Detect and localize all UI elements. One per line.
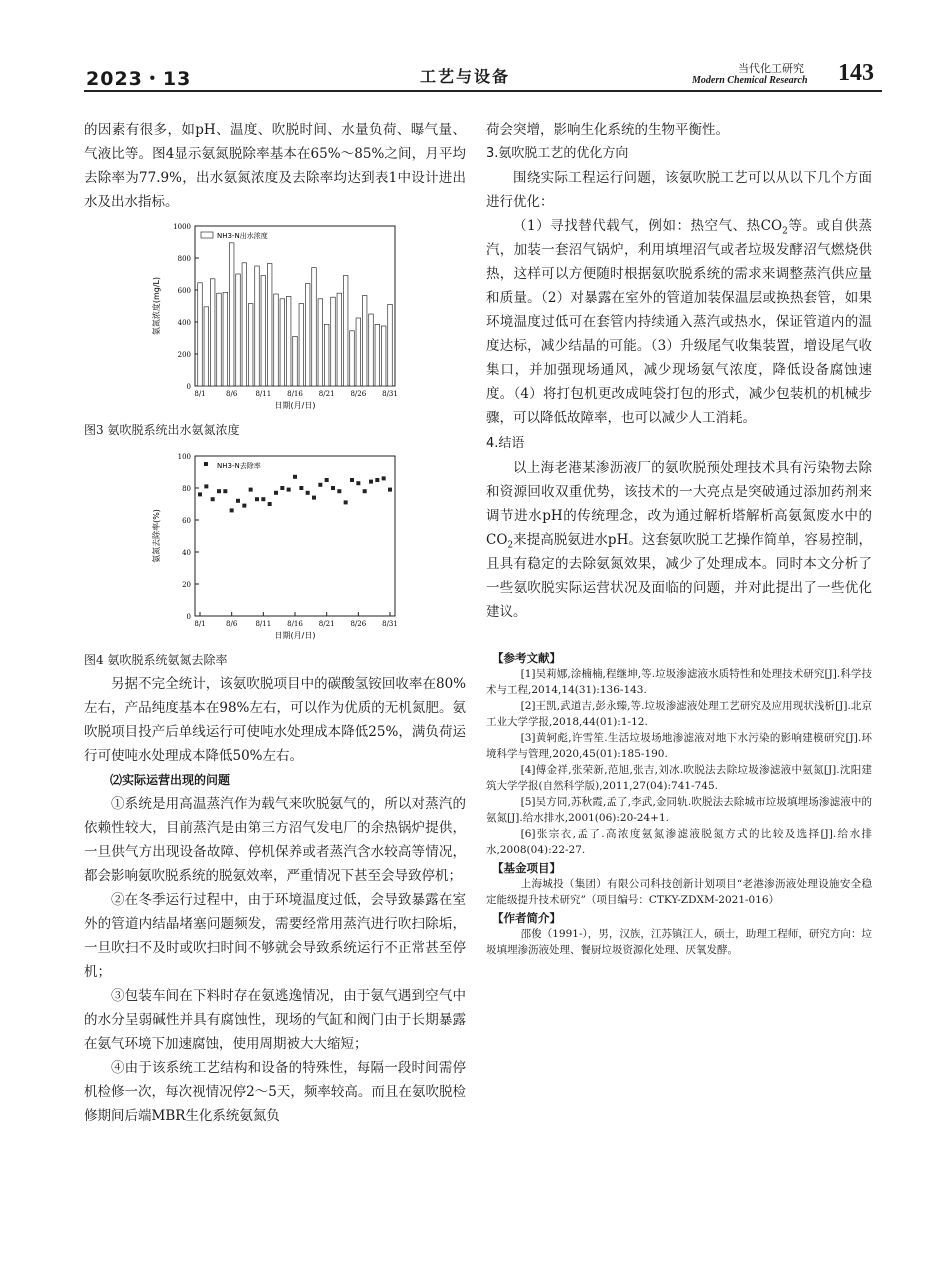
data-point <box>204 484 208 488</box>
bar <box>280 299 285 386</box>
data-point <box>198 492 202 496</box>
subheading-problems: ⑵实际运营出现的问题 <box>110 773 231 787</box>
problem-item-3: ③包装车间在下料时存在氨逃逸情况，由于氨气遇到空气中的水分呈弱碱性并具有腐蚀性，现场的气缸和阀门由于长期暴露在氨气环境下加速腐蚀，使用周期被大大缩短； <box>84 988 466 1052</box>
data-point <box>299 486 303 490</box>
data-point <box>293 475 297 479</box>
bar <box>242 263 247 386</box>
heading-optimization: 3.氨吹脱工艺的优化方向 <box>486 146 629 161</box>
data-point <box>223 489 227 493</box>
bar <box>337 293 342 386</box>
page-number: 143 <box>838 60 874 86</box>
bar <box>198 283 203 386</box>
data-point <box>356 481 360 485</box>
legend-label: NH3-N去除率 <box>217 462 261 470</box>
x-tick-label: 8/21 <box>318 390 335 398</box>
figure-4-caption: 图4 氨吹脱系统氨氮去除率 <box>84 653 228 667</box>
data-point <box>268 502 272 506</box>
y-tick-label: 80 <box>182 485 191 493</box>
y-tick-label: 1000 <box>173 223 191 231</box>
reference-item: [2]王凯,武道吉,彭永臻,等.垃圾渗滤液处理工艺研究及应用现状浅析[J].北京工业大学学报,2018,44(01):1-12. <box>486 700 872 728</box>
section-title: 工艺与设备 <box>420 67 511 86</box>
author-heading: 【作者简介】 <box>492 911 561 925</box>
figure-3-chart <box>145 218 405 418</box>
legend-swatch <box>201 232 213 238</box>
x-tick-label: 8/1 <box>194 390 206 398</box>
bar <box>204 307 209 386</box>
data-point <box>211 497 215 501</box>
bar <box>267 264 272 386</box>
data-point <box>337 489 341 493</box>
x-tick-label: 8/16 <box>287 390 303 398</box>
data-point <box>318 483 322 487</box>
journal-name-en: Modern Chemical Research <box>692 75 808 86</box>
bar <box>223 292 228 386</box>
data-point <box>274 491 278 495</box>
bar <box>286 296 291 386</box>
issue-number: 2023・13 <box>86 68 192 90</box>
bar <box>318 299 323 386</box>
data-point <box>287 488 291 492</box>
x-axis-label: 日期(月/日) <box>274 631 316 640</box>
problem-item-1: ①系统是用高温蒸汽作为载气来吹脱氨气的，所以对蒸汽的依赖性较大，目前蒸汽是由第三方沼气发电厂的余热锅炉提供，一旦供气方出现设备故障、停机保养或者蒸汽含水较高等情况，都会影响氨吹脱系统的脱氨效率，严重情况下甚至会导致停机； <box>84 796 466 884</box>
bar <box>255 266 260 386</box>
bar <box>293 336 298 386</box>
paragraph-optimization-intro: 围绕实际工程运行问题，该氨吹脱工艺可以从以下几个方面进行优化： <box>486 170 872 210</box>
y-tick-label: 200 <box>177 351 191 359</box>
paragraph-statistics: 另据不完全统计，该氨吹脱项目中的碳酸氢铵回收率在80%左右，产品纯度基本在98%左右，可以作为优质的无机氮肥。氨吹脱项目投产后单线运行可使吨水处理成本降低25%，满负荷运行可使吨水处理成本降低50%左右。 <box>84 676 466 764</box>
reference-item: [6]张宗衣,孟了.高浓度氨氮渗滤液脱氮方式的比较及选择[J].给水排水,2008(04):22-27. <box>486 828 872 856</box>
x-tick-label: 8/6 <box>226 620 238 628</box>
figure-3-caption: 图3 氨吹脱系统出水氨氮浓度 <box>84 423 240 437</box>
data-point <box>280 486 284 490</box>
data-point <box>344 500 348 504</box>
y-tick-label: 40 <box>182 549 191 557</box>
y-tick-label: 0 <box>186 383 191 391</box>
x-tick-label: 8/26 <box>350 620 367 628</box>
data-point <box>350 478 354 482</box>
data-point <box>312 496 316 500</box>
bar <box>217 293 222 386</box>
data-point <box>369 480 373 484</box>
data-point <box>242 504 246 508</box>
figure-4-chart <box>145 448 405 648</box>
y-tick-label: 0 <box>186 613 191 621</box>
bar <box>356 318 361 386</box>
y-tick-label: 800 <box>177 255 191 263</box>
bar <box>381 326 386 386</box>
data-point <box>375 478 379 482</box>
bar <box>350 331 355 386</box>
paragraph-intro: 的因素有很多，如pH、温度、吹脱时间、水量负荷、曝气量、气液比等。图4显示氨氮脱除率基本在65%～85%之间，月平均去除率为77.9%，出水氨氮浓度及去除率均达到表1中设计进出水及出水指标。 <box>84 122 466 210</box>
reference-item: [5]吴方同,苏秋霞,孟了,李武,金同轨.吹脱法去除城市垃圾填埋场渗滤液中的氨氮[J].给水排水,2001(06):20-24+1. <box>486 796 872 824</box>
bar <box>362 296 367 386</box>
x-tick-label: 8/26 <box>350 390 367 398</box>
bar <box>324 324 329 386</box>
legend-label: NH3-N出水浓度 <box>217 232 268 240</box>
reference-item: [4]傅金祥,张荣新,范旭,张吉,刘冰.吹脱法去除垃圾渗滤液中氨氮[J].沈阳建筑大学学报(自然科学版),2011,27(04):741-745. <box>486 764 872 792</box>
problem-item-4: ④由于该系统工艺结构和设备的特殊性，每隔一段时间需停机检修一次，每次视情况停2～5天，频率较高。而且在氨吹脱检修期间后端MBR生化系统氨氮负 <box>84 1060 466 1124</box>
data-point <box>363 489 367 493</box>
bar <box>331 297 336 386</box>
x-tick-label: 8/1 <box>194 620 206 628</box>
y-axis-label: 氨氮浓度(mg/L) <box>152 276 161 336</box>
bar <box>248 304 253 386</box>
bar <box>236 274 241 386</box>
data-point <box>236 499 240 503</box>
data-point <box>249 488 253 492</box>
legend-marker <box>204 462 208 466</box>
references-heading: 【参考文献】 <box>492 651 561 665</box>
heading-conclusion: 4.结语 <box>486 436 525 451</box>
data-point <box>382 476 386 480</box>
paragraph-optimization-list: （1）寻找替代载气，例如：热空气、热$CO_2$等。或自供蒸汽，加装一套沼气锅炉，利用填埋沼气或者垃圾发酵沼气燃烧供热，这样可以方便随时根据氨吹脱系统的需求来调整蒸汽供应量和质量。（2）对暴露在室外的管道加装保温层或换热套管，如果环境温度过低可在套管内持续通入蒸汽或热水，保证管道内的温度达标，减少结晶的可能。（3）升级尾气收集装置，增设尾气收集口，并加强现场通风，减少现场氨气浓度，降低设备腐蚀速度。（4）将打包机更改成吨袋打包的形式，减少包装机的机械步骤，可以降低故障率，也可以减少人工消耗。 <box>486 218 872 426</box>
problem-item-2: ②在冬季运行过程中，由于环境温度过低，会导致暴露在室外的管道内结晶堵塞问题频发，需要经常用蒸汽进行吹扫除垢，一旦吹扫不及时或吹扫时间不够就会导致系统运行不正常甚至停机； <box>84 892 466 980</box>
bar <box>261 276 266 386</box>
bar <box>388 304 393 386</box>
data-point <box>306 491 310 495</box>
data-point <box>255 497 259 501</box>
data-point <box>230 508 234 512</box>
x-tick-label: 8/6 <box>226 390 238 398</box>
x-tick-label: 8/11 <box>255 620 272 628</box>
author-text: 邵俊（1991-），男，汉族，江苏镇江人，硕士，助理工程师，研究方向：垃圾填埋渗沥液处理、餐厨垃圾资源化处理、厌氧发酵。 <box>486 928 872 956</box>
y-tick-label: 20 <box>182 581 191 589</box>
x-tick-label: 8/21 <box>318 620 335 628</box>
bar <box>299 304 304 386</box>
y-axis-label: 氨氮去除率(%) <box>152 509 161 563</box>
bar <box>229 243 234 386</box>
right-column <box>486 118 872 958</box>
bar <box>369 314 374 386</box>
data-point <box>325 478 329 482</box>
data-point <box>331 486 335 490</box>
reference-item: [1]吴莉娜,涂楠楠,程继坤,等.垃圾渗滤液水质特性和处理技术研究[J].科学技术与工程,2014,14(31):136-143. <box>486 668 872 696</box>
bar <box>210 279 215 386</box>
funding-heading: 【基金项目】 <box>492 861 561 875</box>
back-matter <box>486 650 872 958</box>
plot-frame <box>195 456 395 616</box>
y-tick-label: 60 <box>182 517 191 525</box>
bar <box>312 268 317 386</box>
bar <box>375 324 380 386</box>
bar <box>343 276 348 386</box>
paragraph-continued: 荷会突增，影响生化系统的生物平衡性。 <box>486 122 729 138</box>
bar <box>274 294 279 386</box>
data-point <box>388 488 392 492</box>
journal-name-cn: 当代化工研究 <box>738 62 804 75</box>
data-point <box>217 489 221 493</box>
reference-item: [3]黄轲彪,许雪笙.生活垃圾场地渗滤液对地下水污染的影响建模研究[J].环境科学与管理,2020,45(01):185-190. <box>486 732 872 760</box>
bar <box>305 284 310 386</box>
x-axis-label: 日期(月/日) <box>274 401 316 410</box>
x-tick-label: 8/31 <box>382 620 398 628</box>
y-tick-label: 600 <box>177 287 191 295</box>
x-tick-label: 8/31 <box>382 390 398 398</box>
y-tick-label: 400 <box>177 319 191 327</box>
funding-text: 上海城投（集团）有限公司科技创新计划项目“老港渗沥液处理设施安全稳定能级提升技术研究”（项目编号：CTKY-ZDXM-2021-016） <box>486 878 872 906</box>
left-column <box>84 118 466 1128</box>
x-tick-label: 8/11 <box>255 390 272 398</box>
x-tick-label: 8/16 <box>287 620 303 628</box>
data-point <box>261 497 265 501</box>
header-rule <box>84 90 882 92</box>
y-tick-label: 100 <box>177 453 191 461</box>
reference-list <box>486 666 872 858</box>
paragraph-conclusion: 以上海老港某渗沥液厂的氨吹脱预处理技术具有污染物去除和资源回收双重优势，该技术的一大亮点是突破通过添加药剂来调节进水pH的传统理念，改为通过解析塔解析高氨氮废水中的$CO_2$来提高脱氨进水pH。这套氨吹脱工艺操作简单，容易控制，且具有稳定的去除氨氮效果，减少了处理成本。同时本文分析了一些氨吹脱实际运营状况及面临的问题，并对此提出了一些优化建议。 <box>486 460 872 620</box>
